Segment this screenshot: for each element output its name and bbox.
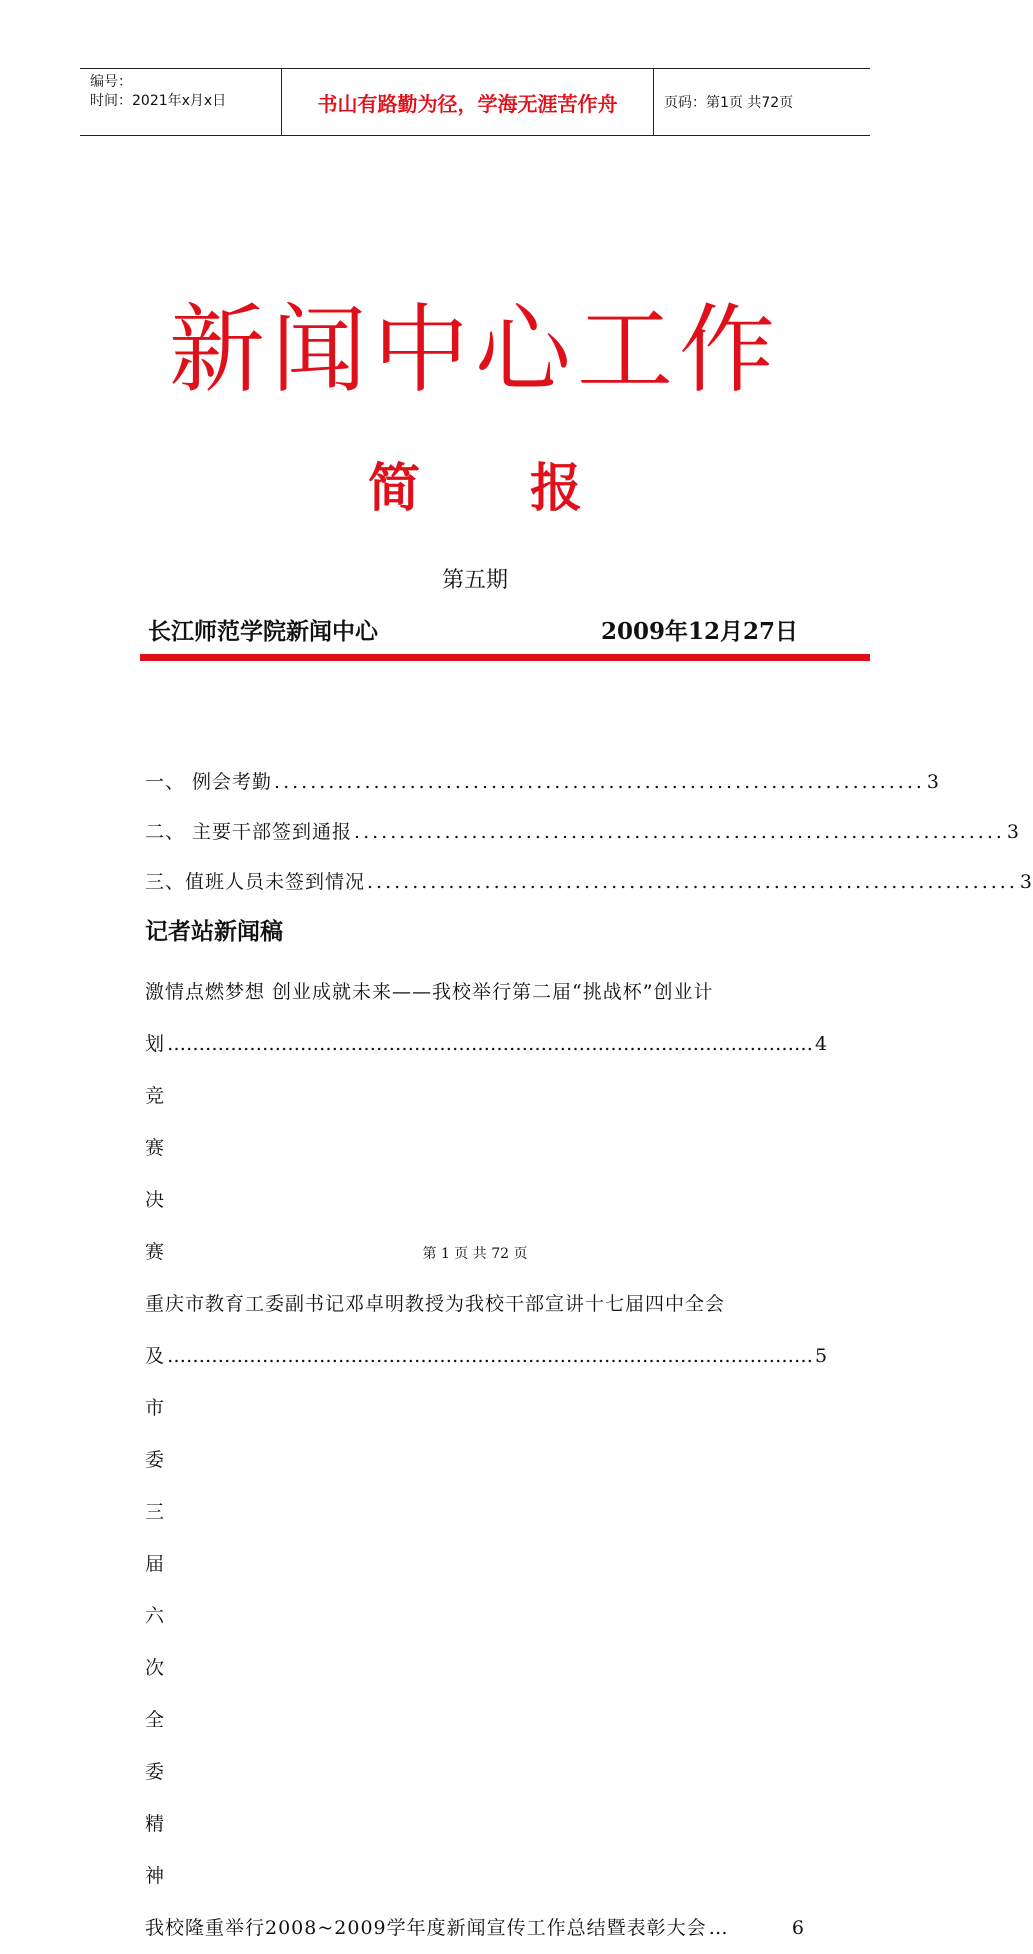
toc-leader: ………………………………………………………………………………………… [167, 1033, 814, 1055]
page-title: 新闻中心工作 [169, 294, 781, 406]
toc-entry[interactable] [145, 966, 829, 1278]
toc-item-label: 一、 例会考勤 [145, 771, 273, 793]
issue-number: 第五期 [441, 568, 508, 593]
toc-entry[interactable] [145, 1902, 805, 1954]
toc-item-page: 3 [1006, 821, 1020, 843]
number-label: 编号： [90, 74, 132, 90]
toc-entry-page: 6 [791, 1917, 805, 1939]
toc-item[interactable] [145, 812, 1020, 862]
subtitle-left: 简 [367, 459, 420, 519]
toc-leader: ………………………………………………………………………………………… [167, 1345, 814, 1367]
header-page-label: 页码：第1页 共72页 [664, 95, 794, 111]
org-name: 长江师范学院新闻中心 [148, 618, 378, 645]
toc-leader: ........................................................................ [367, 871, 1018, 893]
toc-item-label: 三、值班人员未签到情况 [145, 871, 366, 893]
time-label: 时间：2021年x月x日 [90, 93, 227, 109]
toc-entry-page: 4 [815, 1033, 829, 1055]
org-date-line [148, 616, 798, 648]
page-subtitle [0, 456, 950, 522]
toc-entry-page: 5 [815, 1345, 829, 1367]
red-divider [140, 654, 870, 661]
toc-entry-line1: 激情点燃梦想 创业成就未来——我校举行第二届“挑战杯”创业计 [145, 981, 714, 1003]
toc-entry-line2: 我校隆重举行2008~2009学年度新闻宣传工作总结暨表彰大会 [145, 1917, 707, 1939]
toc-entry-line2: 及市委三届六次全委精神 [145, 1345, 166, 1887]
toc-entry-line1: 重庆市教育工委副书记邓卓明教授为我校干部宣讲十七届四中全会 [145, 1293, 726, 1315]
header-meta [80, 69, 282, 135]
header-motto: 书山有路勤为径，学海无涯苦作舟 [282, 69, 654, 135]
toc-item-page: 3 [926, 771, 940, 793]
page-footer: 第 1 页 共 72 页 [422, 1246, 528, 1262]
toc-item[interactable] [145, 862, 1033, 912]
toc-leader: … [708, 1917, 728, 1939]
toc-item-page: 3 [1019, 871, 1033, 893]
toc-entry-line2: 划竞赛决赛 [145, 1033, 166, 1263]
toc-item[interactable] [145, 762, 940, 812]
header-table [80, 68, 870, 136]
toc-section-title: 记者站新闻稿 [145, 919, 283, 945]
subtitle-right: 报 [530, 459, 583, 519]
toc-entry[interactable] [145, 1278, 829, 1902]
toc-leader: ........................................................................ [354, 821, 1005, 843]
toc-leader: ........................................................................ [274, 771, 925, 793]
issue-date: 2009年12月27日 [600, 618, 798, 645]
toc-item-label: 二、 主要干部签到通报 [145, 821, 353, 843]
table-of-contents [145, 762, 1033, 1954]
